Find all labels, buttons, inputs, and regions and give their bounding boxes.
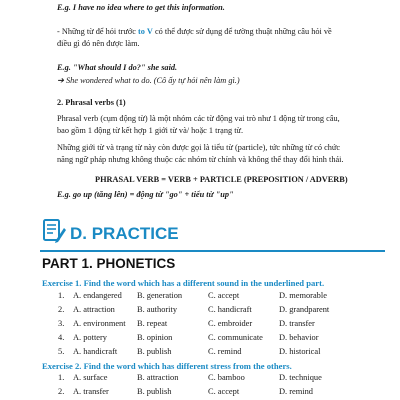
option-a: A. surface	[73, 373, 108, 382]
option-b: B. publish	[137, 387, 172, 396]
option-d: D. technique	[279, 373, 322, 382]
question-number: 2.	[58, 387, 65, 396]
paragraph-line: Những giới từ và trạng từ này còn được gọi là tiểu từ (particle), tức những từ có chức	[57, 143, 341, 152]
paragraph-line: bao gồm 1 động từ kết hợp 1 giới từ và/ hoặc 1 trạng từ.	[57, 126, 244, 135]
option-d: D. grandparent	[279, 305, 330, 314]
example-sentence: E.g. I have no idea where to get this information.	[57, 3, 225, 12]
bullet-text: - Những từ để hỏi trước	[57, 27, 136, 36]
question-number: 5.	[58, 347, 65, 356]
option-a: A. attraction	[73, 305, 115, 314]
option-d: D. historical	[279, 347, 321, 356]
option-d: D. transfer	[279, 319, 315, 328]
section-divider	[40, 250, 385, 252]
option-a: A. handicraft	[73, 347, 118, 356]
option-d: D. behavior	[279, 333, 319, 342]
part-title: PART 1. PHONETICS	[42, 256, 176, 271]
formula: PHRASAL VERB = VERB + PARTICLE (PREPOSITION / ADVERB)	[95, 175, 348, 184]
option-a: A. pottery	[73, 333, 107, 342]
option-c: C. remind	[208, 347, 242, 356]
question-row	[0, 345, 400, 359]
bullet-text-cont: có thể được sử dụng để tường thuật những câu hỏi về	[154, 27, 332, 36]
example-result: ➔ She wondered what to do. (Cô ấy tự hỏi nên làm gì.)	[57, 76, 240, 85]
document-pencil-icon	[42, 218, 66, 244]
question-row	[0, 371, 400, 385]
question-row	[0, 317, 400, 331]
exercise-title: Exercise 2. Find the word which has different stress from the others.	[42, 361, 292, 371]
question-row	[0, 331, 400, 345]
option-b: B. generation	[137, 291, 183, 300]
bullet-note	[57, 26, 332, 37]
highlight-to-v: to V	[138, 27, 153, 36]
example-sentence: E.g. "What should I do?" she said.	[57, 63, 178, 72]
option-a: A. transfer	[73, 387, 109, 396]
option-a: A. endangered	[73, 291, 122, 300]
paragraph-line: Phrasal verb (cụm động từ) là một nhóm các từ động vai trò như 1 động từ trong câu,	[57, 114, 340, 123]
option-c: C. accept	[208, 387, 240, 396]
option-d: D. memorable	[279, 291, 327, 300]
question-number: 3.	[58, 319, 65, 328]
exercise-title: Exercise 1. Find the word which has a different sound in the underlined part.	[42, 278, 325, 288]
question-row	[0, 289, 400, 303]
question-number: 1.	[58, 291, 65, 300]
question-row	[0, 385, 400, 399]
option-c: C. accept	[208, 291, 240, 300]
option-c: C. communicate	[208, 333, 263, 342]
bullet-note-line2: điều gì đó nên được làm.	[57, 39, 140, 48]
option-c: C. handicraft	[208, 305, 252, 314]
question-number: 4.	[58, 333, 65, 342]
option-d: D. remind	[279, 387, 313, 396]
question-number: 2.	[58, 305, 65, 314]
option-b: B. repeat	[137, 319, 168, 328]
paragraph-line: năng ngữ pháp nhưng không thuộc các nhóm từ chính và không thể thay đổi hình thái.	[57, 155, 344, 164]
option-b: B. publish	[137, 347, 172, 356]
option-a: A. environment	[73, 319, 126, 328]
example-sentence: E.g. go up (tăng lên) = động từ "go" + tiểu từ "up"	[57, 190, 234, 199]
question-number: 1.	[58, 373, 65, 382]
option-b: B. attraction	[137, 373, 179, 382]
option-b: B. authority	[137, 305, 178, 314]
section-title: D. PRACTICE	[70, 224, 179, 243]
question-row	[0, 303, 400, 317]
option-b: B. opinion	[137, 333, 173, 342]
subheading: 2. Phrasal verbs (1)	[57, 98, 126, 107]
option-c: C. bamboo	[208, 373, 245, 382]
option-c: C. embroider	[208, 319, 253, 328]
